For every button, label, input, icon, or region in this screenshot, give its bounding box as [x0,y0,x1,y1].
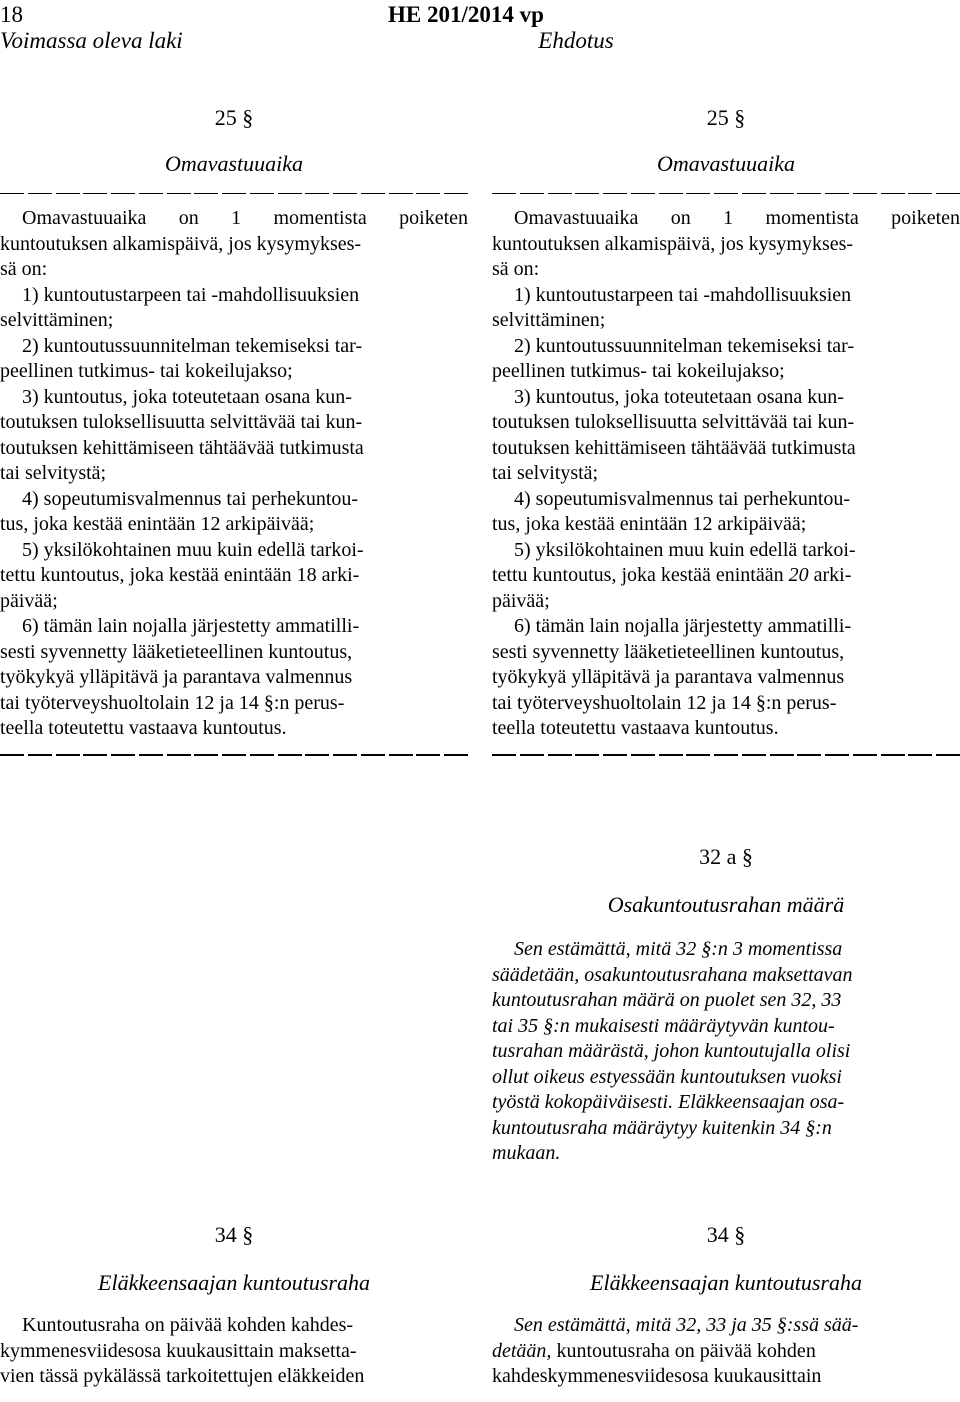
right-section-32a [492,844,960,1167]
paragraph: Kuntoutusraha on päivää kohden kahdes- kymmenesviidesosa kuukausittain maksetta- vien tässä pykälässä tarkoitettujen eläkkeiden [0,1314,365,1387]
paragraph: Omavastuuaika on 1 momentista poiketen kuntoutuksen alkamispäivä, jos kysymykses- sä on: [0,207,468,280]
list-item: 4) sopeutumisvalmennus tai perhekuntou- tus, joka kestää enintään 12 arkipäivää; [0,487,359,535]
section-title: Omavastuuaika [656,150,796,176]
section-title: Omavastuuaika [164,150,304,176]
list-item: 1) kuntoutustarpeen tai -mahdollisuuksien selvittäminen; [0,283,360,331]
left-section-34 [0,1222,468,1390]
section-number: 32 a § [699,844,753,869]
amended-text: Sen estämättä, mitä 32, 33 ja 35 §:ssä sää- [514,1314,859,1336]
paragraph: Sen estämättä, mitä 32, 33 ja 35 §:ssä sää- detään, kuntoutusraha on päivää kohden kahdeskymmenesviidesosa kuukausittain [492,1314,859,1387]
list-item: 3) kuntoutus, joka toteutetaan osana kun- toutuksen tuloksellisuutta selvittävää tai kun- toutuksen kehittämiseen tähtäävää tutkimusta tai selvitystä; [492,385,856,484]
list-item: 2) kuntoutussuunnitelman tekemiseksi tar- peellinen tutkimus- tai kokeilujakso; [492,334,855,382]
paragraph: Sen estämättä, mitä 32 §:n 3 momentissa säädetään, osakuntoutusrahana maksettavan kuntoutusrahan määrä on puolet sen 32, 33 tai 35 §:n mukaisesti määräytyvän kuntou- tusrahan määrästä, johon kuntoutujalla olisi ollut oikeus estyessään kuntoutuksen vuoksi työstä kokopäiväisesti. Eläkkeensaajan osa- kuntoutusraha määräytyy kuitenkin 34 §:n mukaan. [492,938,853,1164]
omission-dashes [0,744,468,756]
section-body [492,937,960,1167]
list-item: 3) kuntoutus, joka toteutetaan osana kun- toutuksen tuloksellisuutta selvittävää tai kun- toutuksen kehittämiseen tähtäävää tutkimusta tai selvitystä; [0,385,364,484]
list-item: 2) kuntoutussuunnitelman tekemiseksi tar- peellinen tutkimus- tai kokeilujakso; [0,334,363,382]
left-column-heading: Voimassa oleva laki [0,28,183,53]
amended-value: 20 [788,564,809,586]
section-number: 34 § [214,1222,254,1247]
amended-text: detään, [492,1339,552,1362]
omission-dashes [492,182,960,194]
list-item: 5) yksilökohtainen muu kuin edellä tarkoi- tettu kuntoutus, joka kestää enintään 18 arki- päivää; [0,538,364,612]
section-title: Eläkkeensaajan kuntoutusraha [590,1269,862,1295]
omission-dashes [492,744,960,756]
section-title: Osakuntoutusrahan määrä [607,891,845,917]
section-body [492,1313,960,1390]
list-item: 4) sopeutumisvalmennus tai perhekuntou- tus, joka kestää enintään 12 arkipäivää; [492,487,851,535]
section-number: 34 § [706,1222,746,1247]
right-column-heading: Ehdotus [538,28,614,53]
section-body [492,206,960,742]
list-item: 1) kuntoutustarpeen tai -mahdollisuuksien selvittäminen; [492,283,852,331]
right-section-34 [492,1222,960,1390]
left-section-25 [0,105,468,756]
list-item: 6) tämän lain nojalla järjestetty ammatilli- sesti syvennetty lääketieteellinen kuntoutus, työkykyä ylläpitävä ja parantava valmennus tai työterveyshuoltolain 12 ja 14 §:n perus- teella toteutettu vastaava kuntoutus. [0,615,360,739]
page-number: 18 [0,2,23,27]
section-body [0,206,468,742]
right-column-heading-wrap [0,28,960,54]
right-section-25 [492,105,960,756]
omission-dashes [0,182,468,194]
section-number: 25 § [706,105,746,130]
section-number: 25 § [214,105,254,130]
list-item: 6) tämän lain nojalla järjestetty ammatilli- sesti syvennetty lääketieteellinen kuntoutus, työkykyä ylläpitävä ja parantava valmennus tai työterveyshuoltolain 12 ja 14 §:n perus- teella toteutettu vastaava kuntoutus. [492,615,852,739]
paragraph: Omavastuuaika on 1 momentista poiketen kuntoutuksen alkamispäivä, jos kysymykses- sä on: [492,207,960,280]
section-title: Eläkkeensaajan kuntoutusraha [98,1269,370,1295]
document-reference: HE 201/2014 vp [388,2,544,27]
section-body [0,1313,468,1390]
list-item: 5) yksilökohtainen muu kuin edellä tarkoi- tettu kuntoutus, joka kestää enintään 20 arki- päivää; [492,538,856,612]
